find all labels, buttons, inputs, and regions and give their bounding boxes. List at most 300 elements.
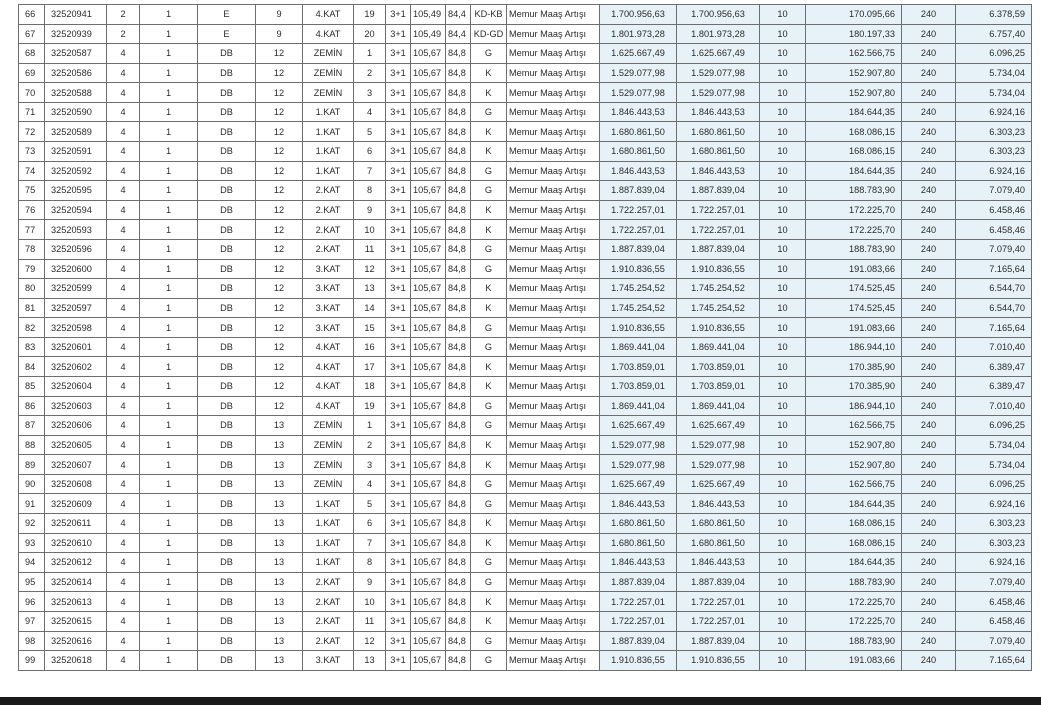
block-no-cell: 4 — [107, 592, 140, 612]
update-type-cell: Memur Maaş Artışı — [507, 455, 600, 475]
block-no-cell: 4 — [107, 161, 140, 181]
installment-amount-cell: 7.010,40 — [956, 337, 1032, 357]
installment-amount-cell: 5.734,04 — [956, 435, 1032, 455]
floor-cell: 2.KAT — [303, 200, 354, 220]
unit-no-cell: 13 — [354, 651, 386, 671]
net-area-cell: 84,8 — [446, 279, 471, 299]
table-row — [19, 318, 1032, 338]
installment-count-cell: 240 — [902, 474, 956, 494]
update-type-cell: Memur Maaş Artışı — [507, 651, 600, 671]
block-no-cell: 4 — [107, 376, 140, 396]
updated-price-cell: 1.529.077,98 — [677, 455, 760, 475]
downpayment-percent-cell: 10 — [760, 357, 806, 377]
unit-no-cell: 10 — [354, 592, 386, 612]
floor-cell: ZEMİN — [303, 416, 354, 436]
floor-group-cell: 1 — [140, 631, 198, 651]
downpayment-amount-cell: 180.197,33 — [806, 24, 902, 44]
floor-cell: 2.KAT — [303, 239, 354, 259]
installment-amount-cell: 5.734,04 — [956, 63, 1032, 83]
facade-cell: G — [471, 474, 507, 494]
row-number-cell: 71 — [19, 102, 45, 122]
row-number-cell: 79 — [19, 259, 45, 279]
gross-area-cell: 105,67 — [411, 631, 446, 651]
update-type-cell: Memur Maaş Artışı — [507, 337, 600, 357]
floor-group-cell: 1 — [140, 494, 198, 514]
downpayment-amount-cell: 168.086,15 — [806, 533, 902, 553]
floor-cell: 1.KAT — [303, 142, 354, 162]
downpayment-percent-cell: 10 — [760, 200, 806, 220]
unit-no-cell: 17 — [354, 357, 386, 377]
parcel-id-cell: 32520586 — [45, 63, 107, 83]
net-area-cell: 84,8 — [446, 239, 471, 259]
downpayment-percent-cell: 10 — [760, 474, 806, 494]
room-type-cell: 3+1 — [386, 161, 411, 181]
floor-group-cell: 1 — [140, 259, 198, 279]
updated-price-cell: 1.846.443,53 — [677, 494, 760, 514]
parcel-id-cell: 32520602 — [45, 357, 107, 377]
downpayment-amount-cell: 172.225,70 — [806, 200, 902, 220]
row-number-cell: 69 — [19, 63, 45, 83]
facade-cell: K — [471, 298, 507, 318]
gross-area-cell: 105,49 — [411, 24, 446, 44]
parcel-id-cell: 32520598 — [45, 318, 107, 338]
room-type-cell: 3+1 — [386, 239, 411, 259]
sale-price-cell: 1.703.859,01 — [600, 357, 677, 377]
gross-area-cell: 105,67 — [411, 474, 446, 494]
downpayment-amount-cell: 186.944,10 — [806, 337, 902, 357]
sale-price-cell: 1.846.443,53 — [600, 553, 677, 573]
floor-group-cell: 1 — [140, 337, 198, 357]
parcel-id-cell: 32520615 — [45, 611, 107, 631]
installment-amount-cell: 5.734,04 — [956, 455, 1032, 475]
net-area-cell: 84,8 — [446, 455, 471, 475]
downpayment-percent-cell: 10 — [760, 572, 806, 592]
updated-price-cell: 1.846.443,53 — [677, 102, 760, 122]
floor-group-cell: 1 — [140, 376, 198, 396]
downpayment-amount-cell: 170.385,90 — [806, 376, 902, 396]
block-cell: 13 — [256, 455, 303, 475]
unit-no-cell: 13 — [354, 279, 386, 299]
unit-no-cell: 11 — [354, 611, 386, 631]
facade-cell: K — [471, 142, 507, 162]
block-no-cell: 4 — [107, 102, 140, 122]
gross-area-cell: 105,67 — [411, 83, 446, 103]
floor-cell: 4.KAT — [303, 5, 354, 25]
floor-group-cell: 1 — [140, 200, 198, 220]
parcel-id-cell: 32520611 — [45, 514, 107, 534]
table-row — [19, 572, 1032, 592]
net-area-cell: 84,8 — [446, 416, 471, 436]
type-cell: DB — [198, 553, 256, 573]
room-type-cell: 3+1 — [386, 651, 411, 671]
facade-cell: K — [471, 122, 507, 142]
parcel-id-cell: 32520587 — [45, 44, 107, 64]
net-area-cell: 84,4 — [446, 5, 471, 25]
update-type-cell: Memur Maaş Artışı — [507, 200, 600, 220]
floor-group-cell: 1 — [140, 298, 198, 318]
installment-amount-cell: 7.165,64 — [956, 651, 1032, 671]
net-area-cell: 84,8 — [446, 376, 471, 396]
parcel-id-cell: 32520594 — [45, 200, 107, 220]
facade-cell: K — [471, 455, 507, 475]
floor-group-cell: 1 — [140, 102, 198, 122]
installment-amount-cell: 6.303,23 — [956, 122, 1032, 142]
update-type-cell: Memur Maaş Artışı — [507, 279, 600, 299]
type-cell: DB — [198, 631, 256, 651]
updated-price-cell: 1.846.443,53 — [677, 553, 760, 573]
block-cell: 12 — [256, 181, 303, 201]
net-area-cell: 84,8 — [446, 533, 471, 553]
installment-amount-cell: 6.389,47 — [956, 376, 1032, 396]
installment-amount-cell: 6.303,23 — [956, 142, 1032, 162]
table-row — [19, 611, 1032, 631]
type-cell: DB — [198, 259, 256, 279]
room-type-cell: 3+1 — [386, 24, 411, 44]
room-type-cell: 3+1 — [386, 533, 411, 553]
net-area-cell: 84,8 — [446, 200, 471, 220]
parcel-id-cell: 32520614 — [45, 572, 107, 592]
installment-amount-cell: 6.096,25 — [956, 474, 1032, 494]
gross-area-cell: 105,67 — [411, 572, 446, 592]
room-type-cell: 3+1 — [386, 572, 411, 592]
installment-amount-cell: 6.924,16 — [956, 102, 1032, 122]
installment-count-cell: 240 — [902, 5, 956, 25]
unit-no-cell: 5 — [354, 494, 386, 514]
installment-amount-cell: 6.389,47 — [956, 357, 1032, 377]
installment-count-cell: 240 — [902, 611, 956, 631]
floor-cell: 4.KAT — [303, 396, 354, 416]
update-type-cell: Memur Maaş Artışı — [507, 259, 600, 279]
downpayment-percent-cell: 10 — [760, 376, 806, 396]
floor-cell: 4.KAT — [303, 376, 354, 396]
table-row — [19, 298, 1032, 318]
gross-area-cell: 105,67 — [411, 63, 446, 83]
installment-count-cell: 240 — [902, 83, 956, 103]
unit-no-cell: 6 — [354, 142, 386, 162]
floor-group-cell: 1 — [140, 651, 198, 671]
row-number-cell: 96 — [19, 592, 45, 612]
floor-cell: 1.KAT — [303, 533, 354, 553]
gross-area-cell: 105,67 — [411, 318, 446, 338]
block-no-cell: 2 — [107, 24, 140, 44]
sale-price-cell: 1.703.859,01 — [600, 376, 677, 396]
table-row — [19, 220, 1032, 240]
facade-cell: G — [471, 161, 507, 181]
block-no-cell: 4 — [107, 416, 140, 436]
table-row — [19, 5, 1032, 25]
parcel-id-cell: 32520939 — [45, 24, 107, 44]
update-type-cell: Memur Maaş Artışı — [507, 83, 600, 103]
room-type-cell: 3+1 — [386, 259, 411, 279]
installment-count-cell: 240 — [902, 44, 956, 64]
room-type-cell: 3+1 — [386, 5, 411, 25]
floor-cell: 1.KAT — [303, 553, 354, 573]
block-cell: 12 — [256, 337, 303, 357]
parcel-id-cell: 32520599 — [45, 279, 107, 299]
block-cell: 12 — [256, 396, 303, 416]
facade-cell: G — [471, 318, 507, 338]
facade-cell: K — [471, 533, 507, 553]
table-row — [19, 181, 1032, 201]
updated-price-cell: 1.625.667,49 — [677, 474, 760, 494]
floor-cell: 2.KAT — [303, 220, 354, 240]
gross-area-cell: 105,67 — [411, 259, 446, 279]
block-no-cell: 4 — [107, 122, 140, 142]
installment-amount-cell: 6.924,16 — [956, 161, 1032, 181]
installment-amount-cell: 6.544,70 — [956, 298, 1032, 318]
table-row — [19, 533, 1032, 553]
floor-group-cell: 1 — [140, 239, 198, 259]
net-area-cell: 84,8 — [446, 514, 471, 534]
net-area-cell: 84,8 — [446, 396, 471, 416]
downpayment-amount-cell: 191.083,66 — [806, 318, 902, 338]
downpayment-amount-cell: 184.644,35 — [806, 553, 902, 573]
net-area-cell: 84,8 — [446, 259, 471, 279]
table-row — [19, 651, 1032, 671]
floor-group-cell: 1 — [140, 592, 198, 612]
update-type-cell: Memur Maaş Artışı — [507, 514, 600, 534]
table-row — [19, 592, 1032, 612]
row-number-cell: 78 — [19, 239, 45, 259]
block-cell: 12 — [256, 63, 303, 83]
sale-price-cell: 1.529.077,98 — [600, 435, 677, 455]
floor-cell: 2.KAT — [303, 181, 354, 201]
row-number-cell: 72 — [19, 122, 45, 142]
installment-amount-cell: 7.079,40 — [956, 181, 1032, 201]
block-no-cell: 4 — [107, 651, 140, 671]
type-cell: DB — [198, 161, 256, 181]
table-row — [19, 435, 1032, 455]
sale-price-cell: 1.529.077,98 — [600, 455, 677, 475]
unit-no-cell: 3 — [354, 455, 386, 475]
unit-no-cell: 19 — [354, 5, 386, 25]
floor-cell: ZEMİN — [303, 474, 354, 494]
updated-price-cell: 1.722.257,01 — [677, 200, 760, 220]
type-cell: DB — [198, 396, 256, 416]
net-area-cell: 84,8 — [446, 474, 471, 494]
row-number-cell: 84 — [19, 357, 45, 377]
parcel-id-cell: 32520605 — [45, 435, 107, 455]
net-area-cell: 84,8 — [446, 142, 471, 162]
gross-area-cell: 105,67 — [411, 435, 446, 455]
installment-count-cell: 240 — [902, 631, 956, 651]
parcel-id-cell: 32520596 — [45, 239, 107, 259]
update-type-cell: Memur Maaş Artışı — [507, 239, 600, 259]
updated-price-cell: 1.703.859,01 — [677, 357, 760, 377]
row-number-cell: 89 — [19, 455, 45, 475]
row-number-cell: 76 — [19, 200, 45, 220]
installment-count-cell: 240 — [902, 102, 956, 122]
gross-area-cell: 105,67 — [411, 553, 446, 573]
table-row — [19, 24, 1032, 44]
unit-no-cell: 4 — [354, 102, 386, 122]
unit-no-cell: 8 — [354, 181, 386, 201]
update-type-cell: Memur Maaş Artışı — [507, 24, 600, 44]
update-type-cell: Memur Maaş Artışı — [507, 63, 600, 83]
sale-price-cell: 1.887.839,04 — [600, 239, 677, 259]
downpayment-percent-cell: 10 — [760, 220, 806, 240]
facade-cell: G — [471, 553, 507, 573]
unit-no-cell: 9 — [354, 200, 386, 220]
facade-cell: K — [471, 611, 507, 631]
floor-cell: 4.KAT — [303, 357, 354, 377]
block-cell: 12 — [256, 122, 303, 142]
type-cell: DB — [198, 474, 256, 494]
unit-no-cell: 11 — [354, 239, 386, 259]
row-number-cell: 68 — [19, 44, 45, 64]
update-type-cell: Memur Maaş Artışı — [507, 181, 600, 201]
block-cell: 12 — [256, 298, 303, 318]
room-type-cell: 3+1 — [386, 279, 411, 299]
gross-area-cell: 105,49 — [411, 5, 446, 25]
installment-count-cell: 240 — [902, 298, 956, 318]
row-number-cell: 86 — [19, 396, 45, 416]
facade-cell: G — [471, 396, 507, 416]
room-type-cell: 3+1 — [386, 592, 411, 612]
downpayment-percent-cell: 10 — [760, 611, 806, 631]
downpayment-amount-cell: 188.783,90 — [806, 181, 902, 201]
downpayment-amount-cell: 188.783,90 — [806, 239, 902, 259]
sale-price-cell: 1.846.443,53 — [600, 494, 677, 514]
floor-cell: 1.KAT — [303, 494, 354, 514]
updated-price-cell: 1.722.257,01 — [677, 611, 760, 631]
sale-price-cell: 1.910.836,55 — [600, 318, 677, 338]
installment-count-cell: 240 — [902, 514, 956, 534]
update-type-cell: Memur Maaş Artışı — [507, 631, 600, 651]
downpayment-amount-cell: 188.783,90 — [806, 572, 902, 592]
gross-area-cell: 105,67 — [411, 337, 446, 357]
installment-count-cell: 240 — [902, 161, 956, 181]
parcel-id-cell: 32520595 — [45, 181, 107, 201]
net-area-cell: 84,8 — [446, 592, 471, 612]
downpayment-percent-cell: 10 — [760, 396, 806, 416]
floor-cell: 3.KAT — [303, 259, 354, 279]
downpayment-percent-cell: 10 — [760, 337, 806, 357]
type-cell: DB — [198, 357, 256, 377]
updated-price-cell: 1.869.441,04 — [677, 337, 760, 357]
downpayment-amount-cell: 168.086,15 — [806, 122, 902, 142]
installment-count-cell: 240 — [902, 416, 956, 436]
unit-no-cell: 3 — [354, 83, 386, 103]
installment-amount-cell: 7.079,40 — [956, 239, 1032, 259]
parcel-id-cell: 32520606 — [45, 416, 107, 436]
block-cell: 12 — [256, 44, 303, 64]
type-cell: DB — [198, 514, 256, 534]
downpayment-percent-cell: 10 — [760, 24, 806, 44]
unit-no-cell: 20 — [354, 24, 386, 44]
installment-amount-cell: 7.079,40 — [956, 631, 1032, 651]
floor-group-cell: 1 — [140, 83, 198, 103]
sale-price-cell: 1.887.839,04 — [600, 631, 677, 651]
sale-price-cell: 1.887.839,04 — [600, 572, 677, 592]
unit-no-cell: 8 — [354, 553, 386, 573]
installment-amount-cell: 6.924,16 — [956, 553, 1032, 573]
gross-area-cell: 105,67 — [411, 533, 446, 553]
updated-price-cell: 1.801.973,28 — [677, 24, 760, 44]
installment-amount-cell: 6.458,46 — [956, 592, 1032, 612]
block-no-cell: 4 — [107, 142, 140, 162]
downpayment-amount-cell: 162.566,75 — [806, 416, 902, 436]
update-type-cell: Memur Maaş Artışı — [507, 474, 600, 494]
room-type-cell: 3+1 — [386, 122, 411, 142]
block-cell: 13 — [256, 651, 303, 671]
row-number-cell: 66 — [19, 5, 45, 25]
row-number-cell: 73 — [19, 142, 45, 162]
facade-cell: K — [471, 279, 507, 299]
gross-area-cell: 105,67 — [411, 220, 446, 240]
floor-group-cell: 1 — [140, 435, 198, 455]
table-row — [19, 631, 1032, 651]
type-cell: DB — [198, 494, 256, 514]
unit-no-cell: 18 — [354, 376, 386, 396]
block-cell: 13 — [256, 514, 303, 534]
downpayment-percent-cell: 10 — [760, 181, 806, 201]
net-area-cell: 84,8 — [446, 63, 471, 83]
row-number-cell: 83 — [19, 337, 45, 357]
floor-group-cell: 1 — [140, 553, 198, 573]
facade-cell: K — [471, 514, 507, 534]
type-cell: DB — [198, 592, 256, 612]
update-type-cell: Memur Maaş Artışı — [507, 220, 600, 240]
downpayment-percent-cell: 10 — [760, 631, 806, 651]
facade-cell: G — [471, 181, 507, 201]
type-cell: DB — [198, 102, 256, 122]
parcel-id-cell: 32520616 — [45, 631, 107, 651]
downpayment-amount-cell: 184.644,35 — [806, 102, 902, 122]
parcel-id-cell: 32520591 — [45, 142, 107, 162]
room-type-cell: 3+1 — [386, 220, 411, 240]
update-type-cell: Memur Maaş Artışı — [507, 298, 600, 318]
downpayment-amount-cell: 162.566,75 — [806, 474, 902, 494]
downpayment-percent-cell: 10 — [760, 122, 806, 142]
parcel-id-cell: 32520597 — [45, 298, 107, 318]
parcel-id-cell: 32520603 — [45, 396, 107, 416]
type-cell: DB — [198, 63, 256, 83]
apartment-price-sheet — [18, 4, 1031, 671]
floor-group-cell: 1 — [140, 122, 198, 142]
parcel-id-cell: 32520593 — [45, 220, 107, 240]
update-type-cell: Memur Maaş Artışı — [507, 5, 600, 25]
room-type-cell: 3+1 — [386, 376, 411, 396]
block-no-cell: 4 — [107, 337, 140, 357]
type-cell: DB — [198, 220, 256, 240]
facade-cell: K — [471, 592, 507, 612]
downpayment-amount-cell: 170.385,90 — [806, 357, 902, 377]
sale-price-cell: 1.745.254,52 — [600, 279, 677, 299]
block-no-cell: 4 — [107, 220, 140, 240]
block-cell: 12 — [256, 376, 303, 396]
block-cell: 13 — [256, 553, 303, 573]
downpayment-amount-cell: 168.086,15 — [806, 142, 902, 162]
row-number-cell: 82 — [19, 318, 45, 338]
facade-cell: KD-KB — [471, 5, 507, 25]
room-type-cell: 3+1 — [386, 396, 411, 416]
gross-area-cell: 105,67 — [411, 611, 446, 631]
installment-count-cell: 240 — [902, 357, 956, 377]
installment-count-cell: 240 — [902, 318, 956, 338]
floor-group-cell: 1 — [140, 5, 198, 25]
table-row — [19, 553, 1032, 573]
type-cell: E — [198, 24, 256, 44]
floor-group-cell: 1 — [140, 142, 198, 162]
downpayment-amount-cell: 186.944,10 — [806, 396, 902, 416]
gross-area-cell: 105,67 — [411, 181, 446, 201]
row-number-cell: 74 — [19, 161, 45, 181]
gross-area-cell: 105,67 — [411, 102, 446, 122]
floor-group-cell: 1 — [140, 44, 198, 64]
floor-cell: 3.KAT — [303, 279, 354, 299]
downpayment-amount-cell: 172.225,70 — [806, 220, 902, 240]
